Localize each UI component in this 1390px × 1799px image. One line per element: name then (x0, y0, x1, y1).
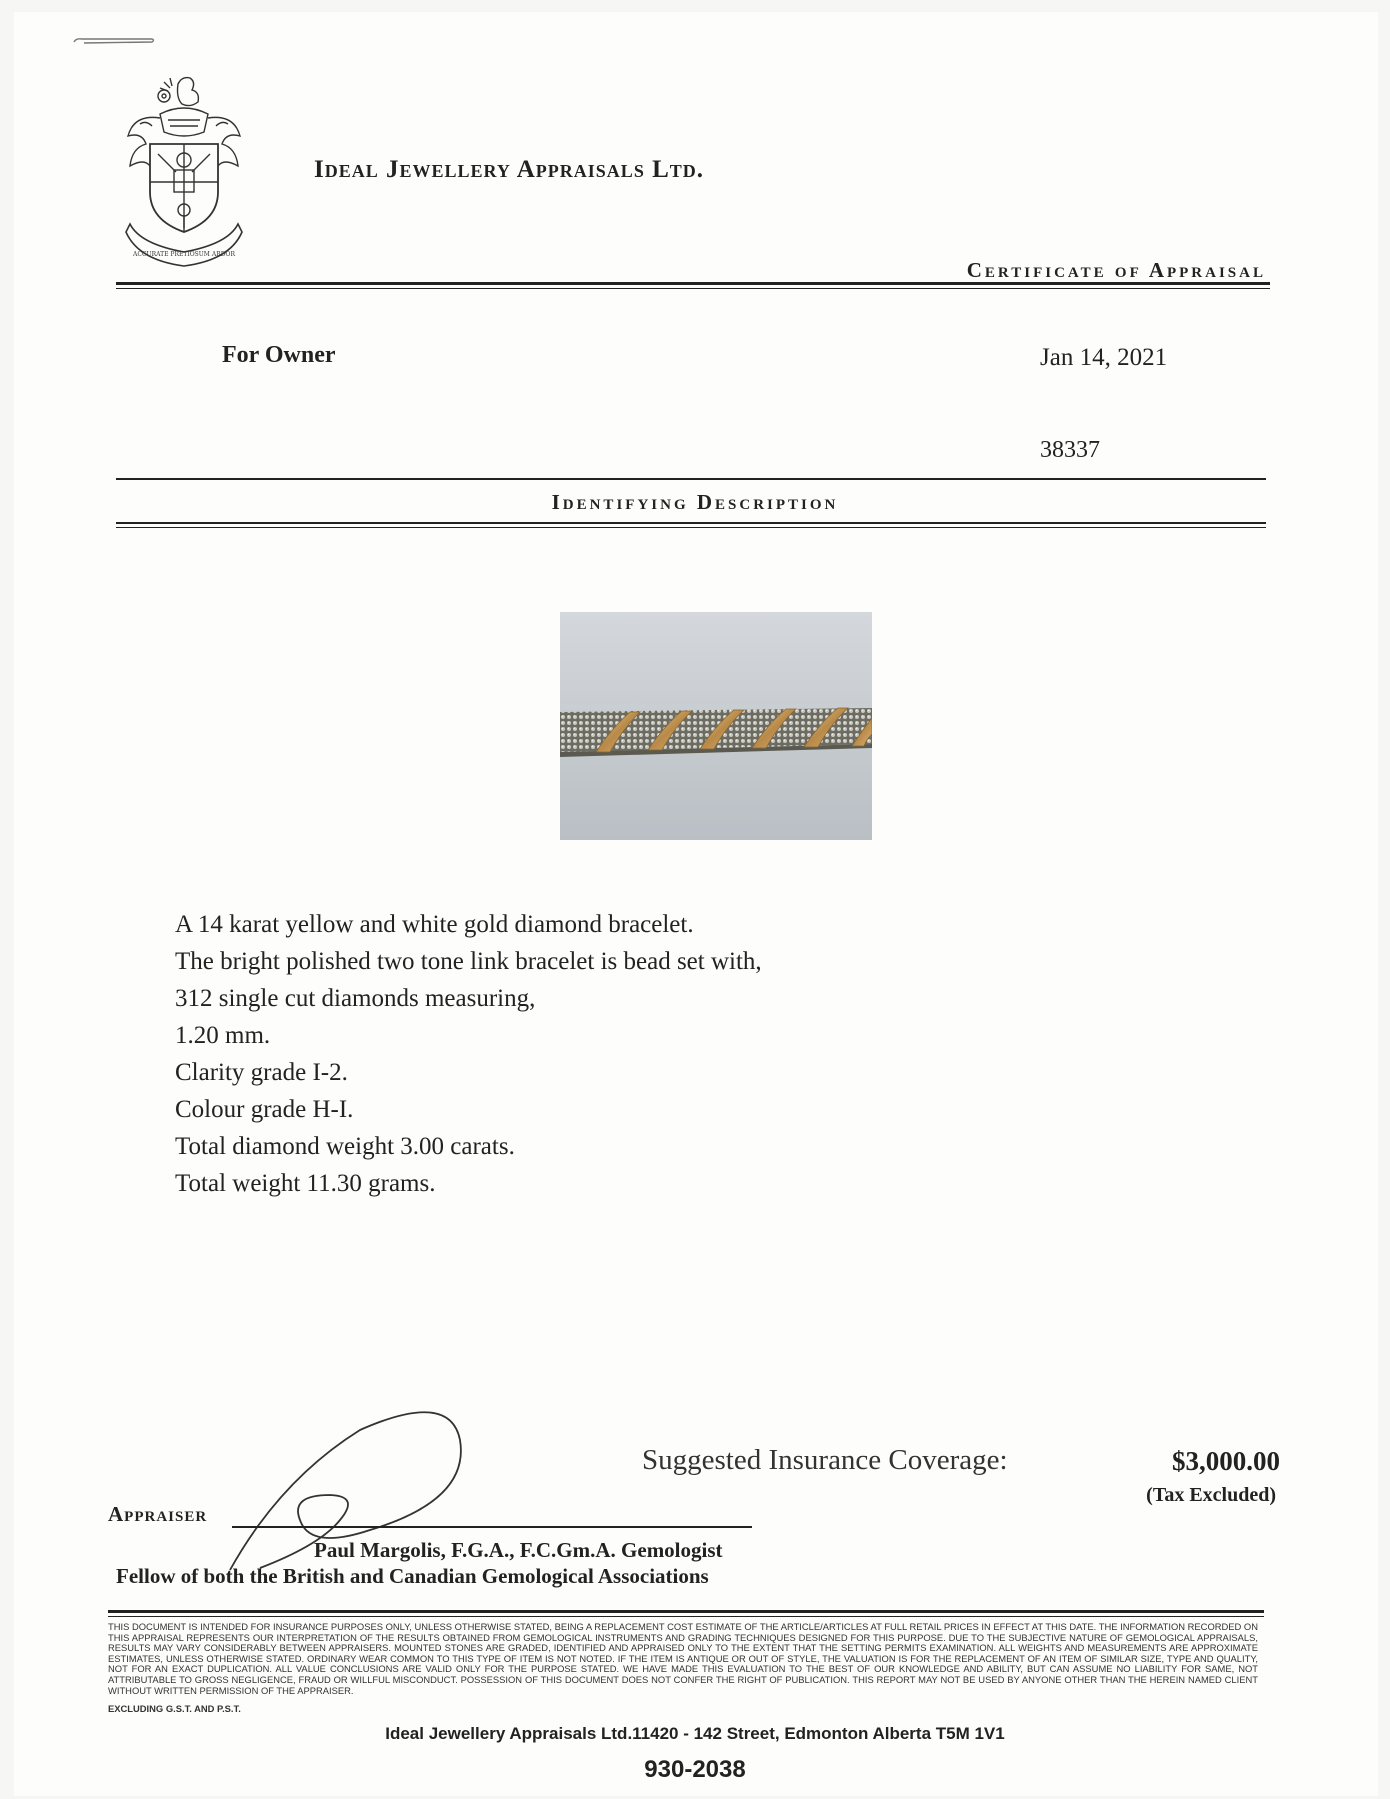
crest-motto: ACCURATE PRETIOSUM ARDOR (133, 251, 235, 258)
certificate-title: Certificate of Appraisal (966, 258, 1266, 282)
appraiser-fellowship: Fellow of both the British and Canadian Gemological Associations (116, 1564, 709, 1588)
section-rule-top (116, 478, 1266, 480)
section-rule-bottom (116, 522, 1266, 524)
description-line: Colour grade H-I. (175, 1096, 354, 1123)
coverage-amount: $3,000.00 (1172, 1446, 1280, 1476)
company-crest-logo (120, 74, 248, 270)
footer-rule-thin (108, 1616, 1264, 1617)
footer-rule-thick (108, 1610, 1264, 1613)
description-line: The bright polished two tone link bracelet is bead set with, (175, 948, 762, 975)
appraiser-name: Paul Margolis, F.G.A., F.C.Gm.A. Gemologist (314, 1538, 723, 1562)
description-line: A 14 karat yellow and white gold diamond bracelet. (175, 911, 694, 938)
company-address: Ideal Jewellery Appraisals Ltd.11420 - 142 Street, Edmonton Alberta T5M 1V1 (385, 1724, 1005, 1743)
header-rule-thin (116, 288, 1270, 289)
bracelet-image (560, 612, 872, 840)
tax-note: (Tax Excluded) (1146, 1484, 1276, 1506)
description-line: Clarity grade I-2. (175, 1059, 348, 1086)
description-line: Total diamond weight 3.00 carats. (175, 1133, 515, 1160)
coverage-label: Suggested Insurance Coverage: (642, 1444, 1008, 1476)
section-title: Identifying Description (551, 490, 839, 514)
appraisal-date: Jan 14, 2021 (1040, 344, 1168, 371)
company-phone: 930-2038 (644, 1756, 746, 1783)
paper-clip-mark (72, 36, 156, 46)
signature-line (232, 1526, 752, 1528)
tax-exclusion-note: EXCLUDING G.S.T. AND P.S.T. (108, 1703, 241, 1714)
section-rule-bottom-thin (116, 527, 1266, 528)
legal-disclaimer: THIS DOCUMENT IS INTENDED FOR INSURANCE PURPOSES ONLY, UNLESS OTHERWISE STATED, BEING A REPLACEMENT COST ESTIMATE OF THE ARTICLE/ARTICLES AT FULL RETAIL PRICES IN EFFECT AT THIS DATE. THE INFORMATION RECORDED ON THIS APPRAISAL REPRESENTS OUR INTERPRETATION OF THE RESULTS OBTAINED FROM GEMOLOGICAL INSTRUMENTS AND GRADING TECHNIQUES DESIGNED FOR THIS PURPOSE. DUE TO THE SUBJECTIVE NATURE OF GEMOLOGICAL APPRAISALS, RESULTS MAY VARY CONSIDERABLY BETWEEN APPRAISERS. MOUNTED STONES ARE GRADED, IDENTIFIED AND APPRAISED ONLY TO THE EXTENT THAT THE SETTING PERMITS EXAMINATION. ALL WEIGHTS AND MEASUREMENTS ARE APPROXIMATE ESTIMATES, UNLESS OTHERWISE STATED. ORDINARY WEAR COMMON TO THIS TYPE OF ITEM IS NOT NOTED. IF THE ITEM IS ANTIQUE OR OUT OF STYLE, THE VALUATION IS FOR THE REPLACEMENT OF AN ITEM OF SIMILAR SIZE, TYPE AND QUALITY, NOT FOR AN EXACT DUPLICATION. ALL VALUE CONCLUSIONS ARE VALID ONLY FOR THE PURPOSE STATED. WE HAVE MADE THIS EVALUATION TO THE BEST OF OUR KNOWLEDGE AND ABILITY, BUT CAN ASSUME NO LIABILITY FOR SAME, NOT ATTRIBUTABLE TO GROSS NEGLIGENCE, FRAUD OR WILLFUL MISCONDUCT. POSSESSION OF THIS DOCUMENT DOES NOT CONFER THE RIGHT OF PUBLICATION. THIS REPORT MAY NOT BE USED BY ANYONE OTHER THAN THE HEREIN NAMED CLIENT WITHOUT WRITTEN PERMISSION OF THE APPRAISER. (108, 1621, 1258, 1696)
description-line: 312 single cut diamonds measuring, (175, 985, 536, 1012)
header-rule-thick (116, 282, 1270, 285)
item-description (175, 906, 762, 1202)
company-name: Ideal Jewellery Appraisals Ltd. (314, 156, 705, 183)
description-line: Total weight 11.30 grams. (175, 1170, 436, 1197)
owner-label: For Owner (222, 342, 336, 368)
description-line: 1.20 mm. (175, 1022, 271, 1049)
bracelet-photo (560, 612, 872, 840)
appraisal-number: 38337 (1040, 437, 1100, 463)
appraiser-label: Appraiser (108, 1502, 208, 1526)
